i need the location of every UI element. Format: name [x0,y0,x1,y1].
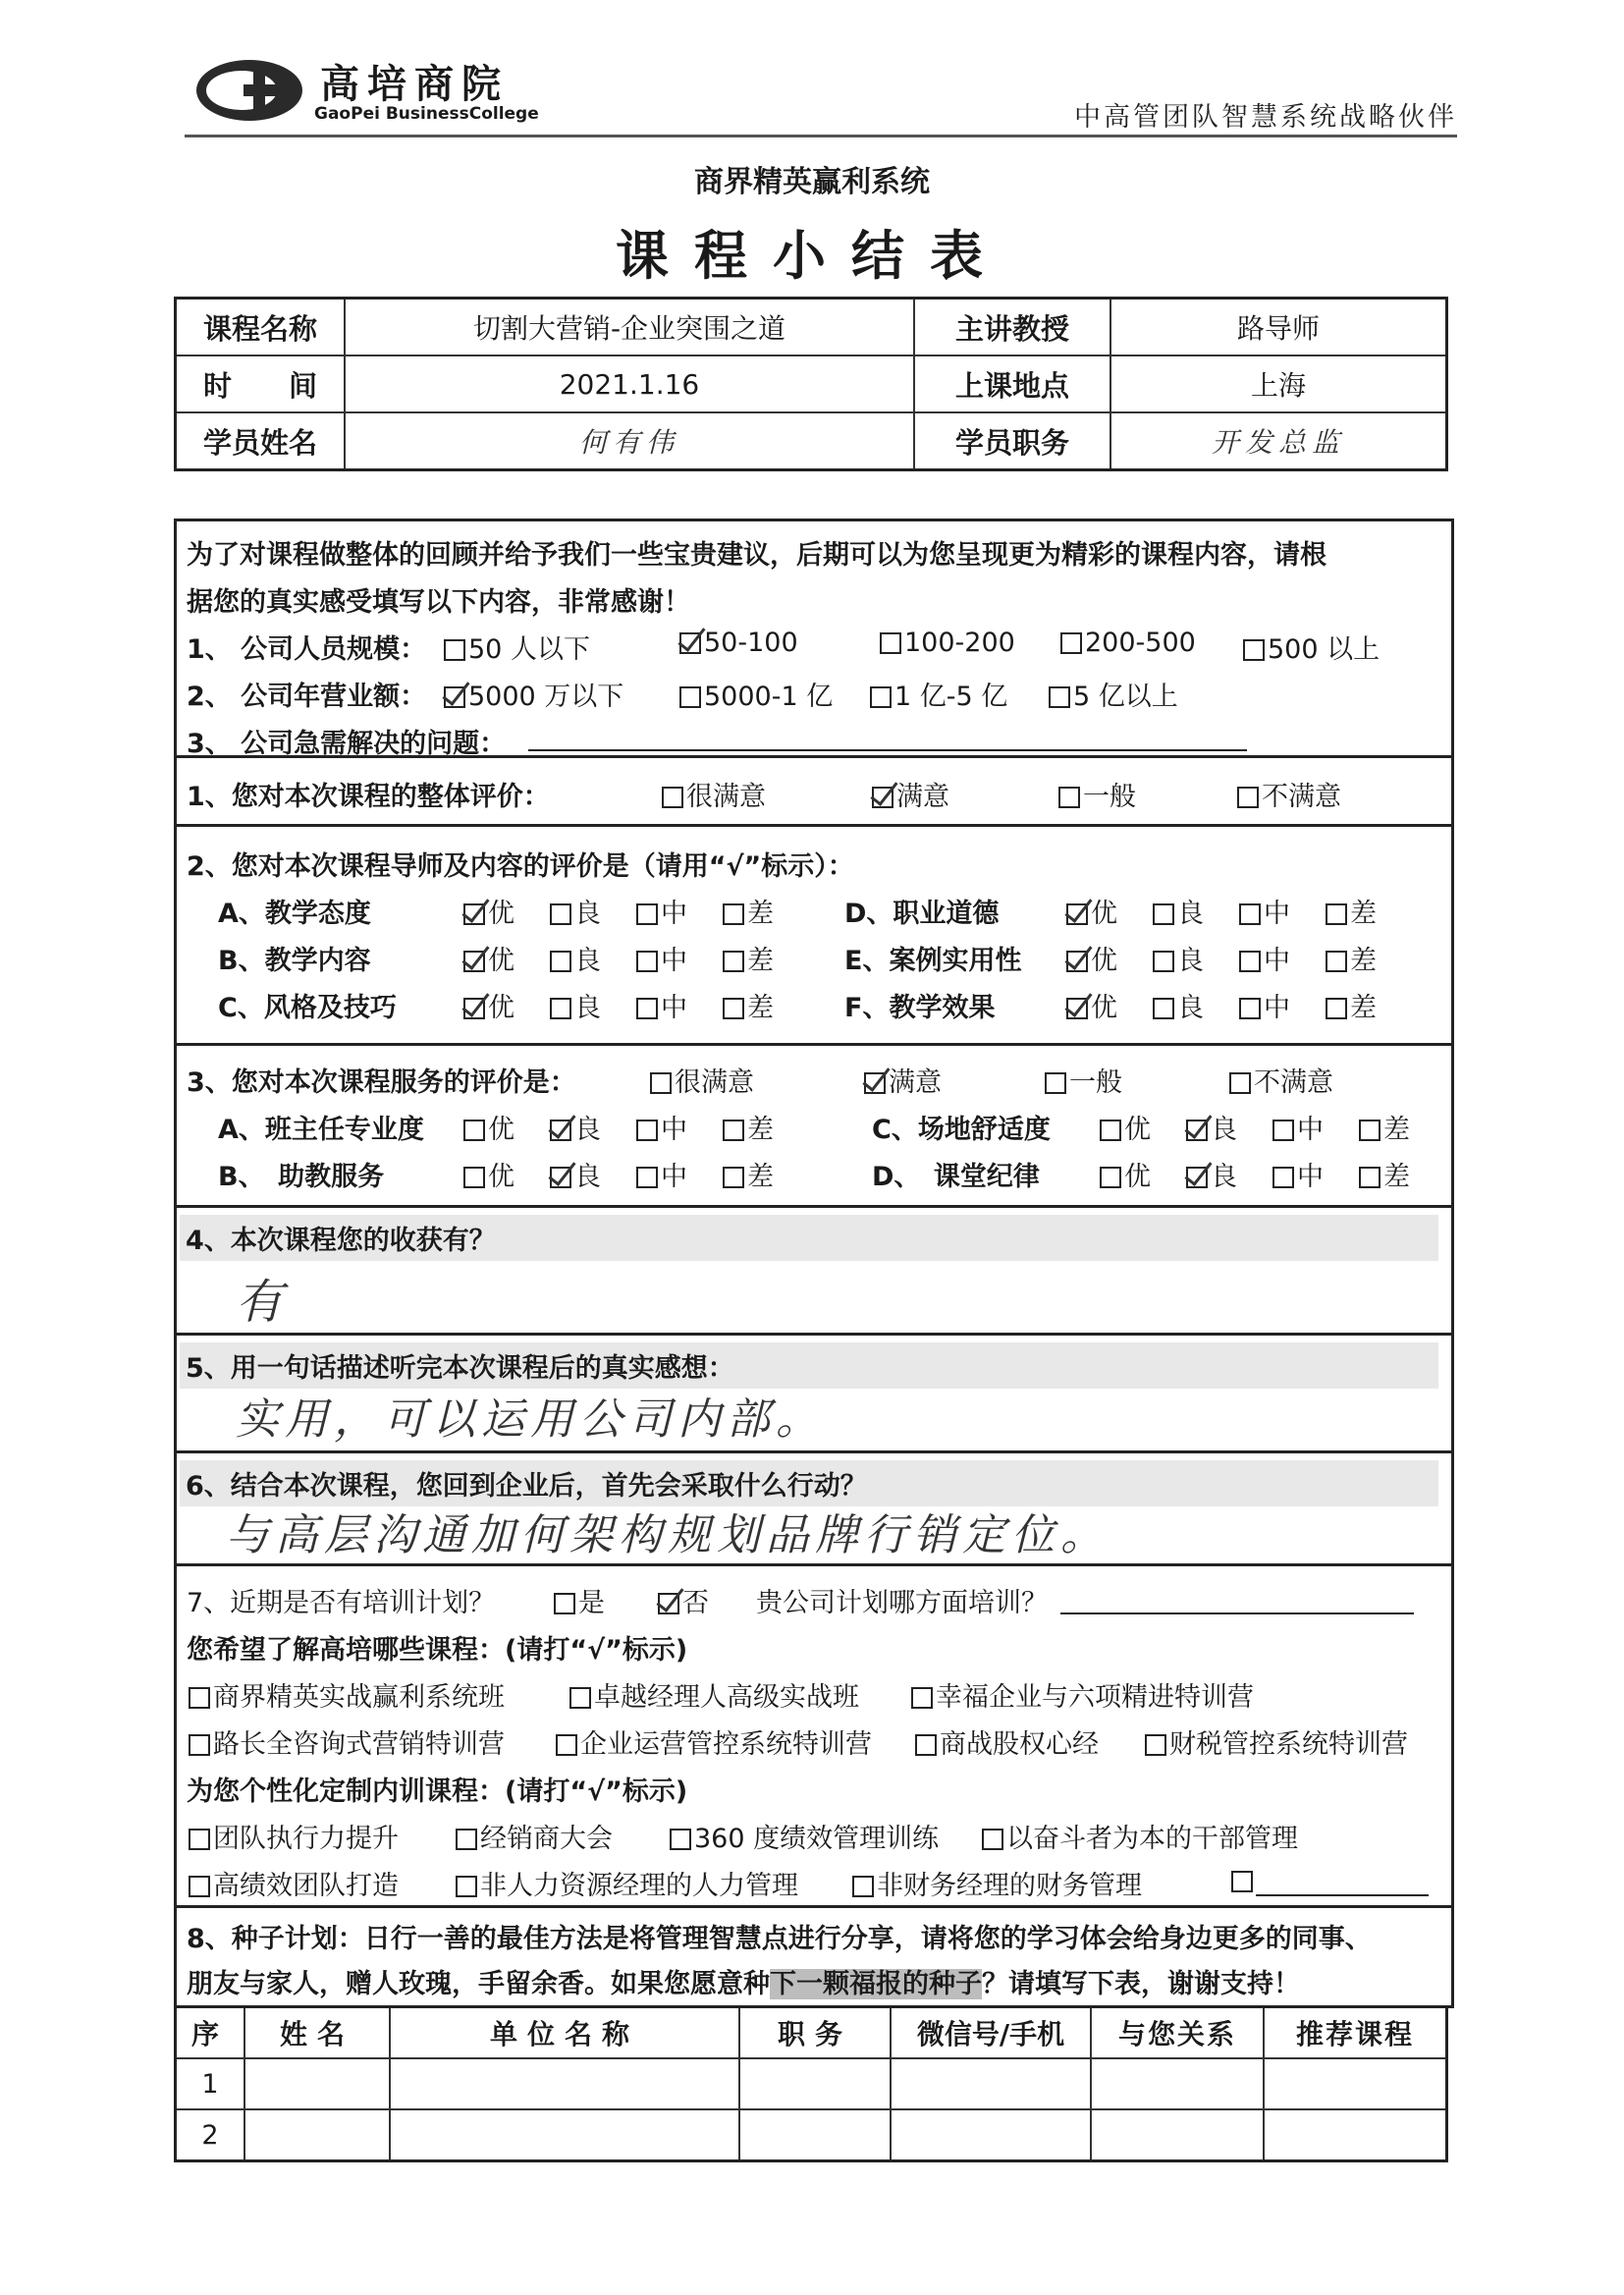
course-option[interactable]: 幸福企业与六项精进特训营 [911,1675,1254,1714]
training-which-field[interactable] [1060,1612,1414,1614]
checkbox-icon[interactable] [1239,998,1261,1019]
teacher-item-label: C、风格及技巧 [218,993,397,1023]
course-option[interactable]: 路长全咨询式营销特训营 [189,1722,505,1761]
teacher-grade-option[interactable]: 良 [550,892,601,930]
checkbox-icon[interactable] [463,1167,485,1188]
service-grade-option[interactable]: 中 [1272,1155,1324,1193]
checkbox-checked-icon[interactable] [1066,951,1088,972]
checkbox-icon[interactable] [189,1829,210,1850]
checkbox-icon[interactable] [1359,1167,1380,1188]
table-cell[interactable] [1264,2058,1447,2109]
checkbox-icon[interactable] [1272,1120,1294,1141]
checkbox-icon[interactable] [569,1687,591,1709]
teacher-grade-option[interactable]: 差 [1326,939,1377,977]
checkbox-checked-icon[interactable] [864,1072,886,1094]
overall-option[interactable]: 很满意 [662,775,766,813]
action-section [174,1450,1454,1566]
col-header: 职务 [739,2007,891,2059]
table-row [176,2058,1447,2109]
checkbox-icon[interactable] [679,686,701,708]
teacher-grade-option[interactable]: 中 [1239,939,1290,977]
checkbox-icon[interactable] [1239,951,1261,972]
checkbox-icon[interactable] [463,1120,485,1141]
checkbox-checked-icon[interactable] [463,998,485,1019]
course-option[interactable]: 财税管控系统特训营 [1145,1722,1408,1761]
checkbox-icon[interactable] [189,1687,210,1709]
teacher-grade-option[interactable]: 差 [1326,986,1377,1024]
service-grade-option[interactable]: 中 [636,1108,687,1146]
student-name-label: 学员姓名 [176,412,346,470]
checkbox-icon[interactable] [456,1829,477,1850]
seed-plan-line-1: 8、种子计划：日行一善的最佳方法是将管理智慧点进行分享，请将您的学习体会给身边更多的同事、 [187,1924,1372,1954]
teacher-grade-option[interactable]: 良 [1153,939,1204,977]
table-cell[interactable] [1091,2058,1264,2109]
training-plan-section [174,1563,1454,1908]
teacher-grade-option[interactable]: 优 [1066,892,1117,930]
service-option[interactable]: 一般 [1045,1061,1122,1099]
overall-option[interactable]: 一般 [1058,775,1136,813]
col-header: 序 [176,2007,245,2059]
checkbox-icon[interactable] [1326,998,1347,1019]
checkbox-icon[interactable] [915,1734,937,1756]
col-header: 单位名称 [390,2007,739,2059]
checkbox-icon[interactable] [550,903,571,925]
custom-course-other[interactable] [1231,1864,1429,1896]
student-role-label: 学员职务 [914,412,1110,470]
system-title: 商界精英赢利系统 [694,165,930,199]
tagline: 中高管团队智慧系统战略伙伴 [1074,102,1457,133]
size-option[interactable]: 50 人以下 [444,628,590,666]
service-grade-option[interactable]: 差 [723,1108,774,1146]
action-label: 6、结合本次课程，您回到企业后，首先会采取什么行动？ [180,1460,1438,1506]
teacher-item-label: D、职业道德 [844,899,1000,929]
checkbox-icon[interactable] [550,998,571,1019]
lecturer-label: 主讲教授 [914,299,1110,356]
checkbox-icon[interactable] [1326,951,1347,972]
table-cell[interactable] [739,2058,891,2109]
checkbox-checked-icon[interactable] [1066,903,1088,925]
checkbox-icon[interactable] [1153,951,1174,972]
date-value[interactable]: 2021.1.16 [345,355,914,412]
checkbox-icon[interactable] [636,1120,658,1141]
table-cell[interactable] [390,2058,739,2109]
custom-course-option[interactable]: 高绩效团队打造 [189,1864,399,1902]
urgent-problem-label: 3、 公司急需解决的问题： [187,729,507,759]
service-grade-option[interactable]: 差 [723,1155,774,1193]
checkbox-icon[interactable] [650,1072,672,1094]
checkbox-icon[interactable] [723,903,744,925]
urgent-problem-field[interactable] [528,749,1247,751]
checkbox-icon[interactable] [556,1734,577,1756]
col-header: 与您关系 [1091,2007,1264,2059]
teacher-grade-option[interactable]: 优 [463,892,514,930]
checkbox-icon[interactable] [554,1593,575,1614]
student-role-value[interactable]: 开发总监 [1110,412,1447,470]
service-grade-option[interactable]: 良 [550,1155,601,1193]
teacher-grade-option[interactable]: 优 [463,986,514,1024]
table-cell[interactable] [244,2109,390,2161]
checkbox-checked-icon[interactable] [1186,1167,1208,1188]
intro-line-1: 为了对课程做整体的回顾并给予我们一些宝贵建议，后期可以为您呈现更为精彩的课程内容，请根 [187,540,1326,571]
table-cell[interactable] [1264,2109,1447,2161]
checkbox-icon[interactable] [1049,686,1070,708]
service-item-label: C、场地舒适度 [872,1115,1051,1145]
service-evaluation-section [174,1043,1454,1208]
service-option[interactable]: 不满意 [1229,1061,1333,1099]
checkbox-icon[interactable] [880,632,901,654]
checkbox-icon[interactable] [1229,1072,1251,1094]
revenue-option[interactable]: 5000 万以下 [444,675,623,713]
teacher-grade-option[interactable]: 差 [1326,892,1377,930]
checkbox-icon[interactable] [189,1734,210,1756]
feeling-section [174,1333,1454,1453]
checkbox-icon[interactable] [636,903,658,925]
training-which-label: 贵公司计划哪方面培训？ [756,1588,1048,1618]
teacher-grade-option[interactable]: 良 [1153,892,1204,930]
checkbox-icon[interactable] [636,998,658,1019]
checkbox-checked-icon[interactable] [463,951,485,972]
service-item-label: B、 助教服务 [218,1162,385,1192]
checkbox-checked-icon[interactable] [679,632,701,654]
checkbox-icon[interactable] [723,998,744,1019]
service-grade-option[interactable]: 良 [1186,1155,1237,1193]
gains-answer[interactable]: 有 [236,1275,290,1330]
course-option[interactable]: 卓越经理人高级实战班 [569,1675,859,1714]
checkbox-icon[interactable] [982,1829,1003,1850]
gains-section [174,1205,1454,1336]
checkbox-icon[interactable] [911,1687,933,1709]
custom-course-option[interactable]: 非财务经理的财务管理 [852,1864,1142,1902]
table-cell[interactable] [891,2109,1091,2161]
training-plan-label: 7、近期是否有培训计划？ [187,1588,496,1618]
header-divider [185,135,1457,137]
checkbox-icon[interactable] [1237,787,1259,808]
student-name-value[interactable]: 何有伟 [345,412,914,470]
service-grade-option[interactable]: 差 [1359,1155,1410,1193]
checkbox-icon[interactable] [1100,1120,1121,1141]
checkbox-checked-icon[interactable] [1066,998,1088,1019]
teacher-grade-option[interactable]: 良 [1153,986,1204,1024]
teacher-eval-label: 2、您对本次课程导师及内容的评价是（请用“√”标示）： [187,851,854,882]
checkbox-icon[interactable] [189,1876,210,1897]
checkbox-icon[interactable] [1239,903,1261,925]
service-option[interactable]: 很满意 [650,1061,754,1099]
teacher-grade-option[interactable]: 优 [1066,939,1117,977]
revenue-option[interactable]: 5000-1 亿 [679,675,833,713]
courses-label: 您希望了解高培哪些课程：(请打“√”标示) [187,1635,688,1666]
seed-plan-line-2: 朋友与家人，赠人玫瑰，手留余香。如果您愿意种下一颗福报的种子？请填写下表，谢谢支持！ [187,1969,1300,1999]
overall-label: 1、您对本次课程的整体评价： [187,782,550,812]
service-item-label: D、 课堂纪律 [872,1162,1040,1192]
checkbox-icon[interactable] [662,787,683,808]
teacher-grade-option[interactable]: 优 [463,939,514,977]
location-value[interactable]: 上海 [1110,355,1447,412]
teacher-grade-option[interactable]: 中 [636,986,687,1024]
row-number: 2 [176,2109,245,2161]
course-option[interactable]: 企业运营管控系统特训营 [556,1722,872,1761]
company-section [174,519,1454,758]
teacher-grade-option[interactable]: 差 [723,986,774,1024]
company-size-label: 1、 公司人员规模： [187,634,427,665]
checkbox-icon[interactable] [1153,998,1174,1019]
checkbox-checked-icon[interactable] [550,1120,571,1141]
service-grade-option[interactable]: 优 [463,1108,514,1146]
checkbox-icon[interactable] [870,686,892,708]
checkbox-icon[interactable] [456,1876,477,1897]
checkbox-icon[interactable] [1359,1120,1380,1141]
company-revenue-label: 2、 公司年营业额： [187,682,427,712]
checkbox-icon[interactable] [1243,639,1265,661]
checkbox-icon[interactable] [1145,1734,1166,1756]
teacher-grade-option[interactable]: 良 [550,939,601,977]
checkbox-icon[interactable] [636,1167,658,1188]
teacher-grade-option[interactable]: 良 [550,986,601,1024]
service-grade-option[interactable]: 良 [550,1108,601,1146]
service-grade-option[interactable]: 优 [1100,1155,1151,1193]
service-grade-option[interactable]: 中 [636,1155,687,1193]
checkbox-icon[interactable] [670,1829,691,1850]
table-cell[interactable] [244,2058,390,2109]
teacher-grade-option[interactable]: 差 [723,939,774,977]
col-header: 微信号/手机 [891,2007,1091,2059]
service-eval-label: 3、您对本次课程服务的评价是： [187,1067,576,1098]
custom-course-option[interactable]: 非人力资源经理的人力管理 [456,1864,798,1902]
size-option[interactable]: 200-500 [1060,628,1196,658]
teacher-item-label: E、案例实用性 [844,946,1022,976]
checkbox-icon[interactable] [723,951,744,972]
action-answer[interactable]: 与高层沟通加何架构规划品牌行销定位。 [226,1510,1110,1560]
overall-option[interactable]: 不满意 [1237,775,1341,813]
course-name-value[interactable]: 切割大营销-企业突围之道 [345,299,914,356]
service-option[interactable]: 满意 [864,1061,942,1099]
training-no-option[interactable]: 否 [658,1581,709,1619]
teacher-evaluation-section [174,827,1454,1046]
feeling-label: 5、用一句话描述听完本次课程后的真实感想： [180,1342,1438,1389]
checkbox-icon[interactable] [1058,787,1080,808]
checkbox-icon[interactable] [1272,1167,1294,1188]
location-label: 上课地点 [914,355,1110,412]
teacher-grade-option[interactable]: 中 [636,939,687,977]
checkbox-icon[interactable] [444,639,465,661]
seed-referral-table [174,2005,1448,2162]
gaopei-logo-icon [192,57,306,124]
lecturer-value[interactable]: 路导师 [1110,299,1447,356]
course-option[interactable]: 商战股权心经 [915,1722,1099,1761]
checkbox-icon[interactable] [1326,903,1347,925]
service-grade-option[interactable]: 优 [463,1155,514,1193]
logo-chinese-name: 高培商院 [320,62,509,107]
course-info-table [174,297,1448,471]
checkbox-checked-icon[interactable] [658,1593,679,1614]
checkbox-icon[interactable] [1231,1871,1253,1892]
teacher-grade-option[interactable]: 中 [636,892,687,930]
revenue-option[interactable]: 5 亿以上 [1049,675,1178,713]
overall-evaluation-section [174,755,1454,827]
table-cell[interactable] [390,2109,739,2161]
course-option[interactable]: 商界精英实战赢利系统班 [189,1675,505,1714]
table-cell[interactable] [1091,2109,1264,2161]
teacher-grade-option[interactable]: 差 [723,892,774,930]
checkbox-checked-icon[interactable] [872,787,893,808]
training-yes-option[interactable]: 是 [554,1581,605,1619]
checkbox-icon[interactable] [1060,632,1082,654]
checkbox-checked-icon[interactable] [550,1167,571,1188]
course-name-label: 课程名称 [176,299,346,356]
teacher-grade-option[interactable]: 中 [1239,892,1290,930]
custom-course-option[interactable]: 经销商大会 [456,1817,613,1855]
teacher-item-label: A、教学态度 [218,899,371,929]
col-header: 姓名 [244,2007,390,2059]
other-course-field[interactable] [1256,1864,1429,1896]
logo-english-name: GaoPei BusinessCollege [314,104,539,124]
checkbox-checked-icon[interactable] [463,903,485,925]
checkbox-icon[interactable] [1045,1072,1066,1094]
row-number: 1 [176,2058,245,2109]
teacher-grade-option[interactable]: 中 [1239,986,1290,1024]
checkbox-icon[interactable] [1153,903,1174,925]
checkbox-icon[interactable] [852,1876,874,1897]
checkbox-icon[interactable] [723,1167,744,1188]
intro-line-2: 据您的真实感受填写以下内容，非常感谢！ [187,587,690,618]
table-row [176,2109,1447,2161]
col-header: 推荐课程 [1264,2007,1447,2059]
checkbox-icon[interactable] [550,951,571,972]
checkbox-icon[interactable] [723,1120,744,1141]
table-cell[interactable] [891,2058,1091,2109]
form-title: 课程小结表 [616,225,1008,287]
service-grade-option[interactable]: 中 [1272,1108,1324,1146]
checkbox-icon[interactable] [1100,1167,1121,1188]
size-option[interactable]: 100-200 [880,628,1015,658]
custom-course-option[interactable]: 360 度绩效管理训练 [670,1817,939,1855]
overall-option[interactable]: 满意 [872,775,949,813]
teacher-item-label: B、教学内容 [218,946,371,976]
seed-highlight: 下一颗福报的种子 [770,1969,982,1999]
checkbox-checked-icon[interactable] [444,686,465,708]
custom-course-option[interactable]: 团队执行力提升 [189,1817,399,1855]
seed-plan-section [174,1905,1454,2008]
time-label: 时 间 [176,355,346,412]
size-option[interactable]: 500 以上 [1243,628,1380,666]
revenue-option[interactable]: 1 亿-5 亿 [870,675,1007,713]
custom-courses-label: 为您个性化定制内训课程：(请打“√”标示) [187,1776,688,1807]
service-grade-option[interactable]: 良 [1186,1108,1237,1146]
feeling-answer[interactable]: 实用，可以运用公司内部。 [236,1394,825,1445]
checkbox-icon[interactable] [636,951,658,972]
gains-label: 4、本次课程您的收获有？ [180,1215,1438,1261]
service-item-label: A、班主任专业度 [218,1115,424,1145]
table-cell[interactable] [739,2109,891,2161]
teacher-item-label: F、教学效果 [844,993,996,1023]
service-grade-option[interactable]: 差 [1359,1108,1410,1146]
teacher-grade-option[interactable]: 优 [1066,986,1117,1024]
custom-course-option[interactable]: 以奋斗者为本的干部管理 [982,1817,1298,1855]
service-grade-option[interactable]: 优 [1100,1108,1151,1146]
size-option[interactable]: 50-100 [679,628,798,658]
checkbox-checked-icon[interactable] [1186,1120,1208,1141]
